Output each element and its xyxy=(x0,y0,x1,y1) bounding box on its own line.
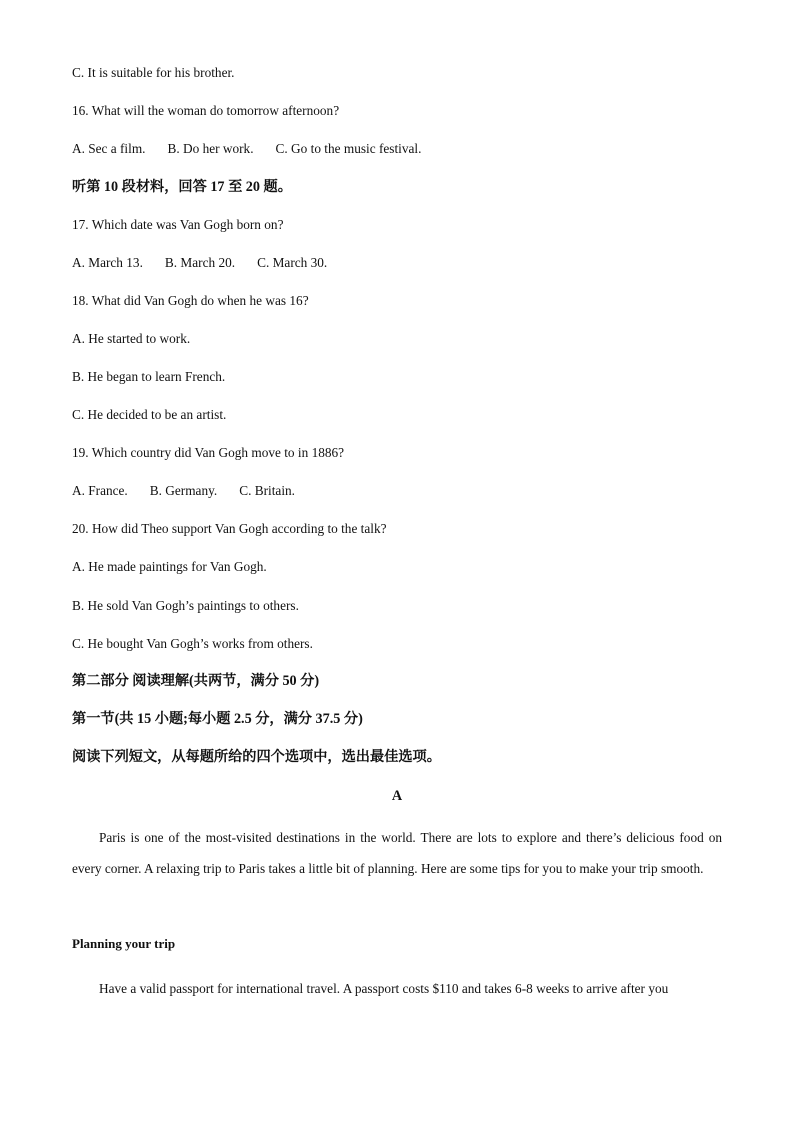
q18-option-a: A. He started to work. xyxy=(72,331,191,346)
question-17: 17. Which date was Van Gogh born on? xyxy=(72,217,284,232)
question-17-options xyxy=(72,254,327,272)
q16-option-c: C. Go to the music festival. xyxy=(275,141,422,156)
q18-option-b: B. He began to learn French. xyxy=(72,369,226,384)
subheading-planning: Planning your trip xyxy=(72,936,176,951)
section-1-heading: 第一节(共 15 小题;每小题 2.5 分，满分 37.5 分) xyxy=(72,711,363,727)
question-19: 19. Which country did Van Gogh move to in 1886? xyxy=(72,445,345,460)
q20-option-c: C. He bought Van Gogh’s works from others. xyxy=(72,636,313,651)
passage-label: A xyxy=(391,788,403,804)
q18-option-c: C. He decided to be an artist. xyxy=(72,407,227,422)
q20-option-b: B. He sold Van Gogh’s paintings to others. xyxy=(72,598,299,613)
section-10-heading: 听第 10 段材料，回答 17 至 20 题。 xyxy=(72,179,292,195)
q17-option-a: A. March 13. xyxy=(72,255,143,270)
q17-option-c: C. March 30. xyxy=(257,255,328,270)
q16-option-a: A. Sec a film. xyxy=(72,141,146,156)
q20-option-a: A. He made paintings for Van Gogh. xyxy=(72,559,267,574)
question-18: 18. What did Van Gogh do when he was 16? xyxy=(72,293,309,308)
question-19-options xyxy=(72,482,295,500)
q19-option-b: B. Germany. xyxy=(149,483,218,498)
part-2-heading: 第二部分 阅读理解(共两节，满分 50 分) xyxy=(72,673,320,689)
q15-option-c: C. It is suitable for his brother. xyxy=(72,65,235,80)
q19-option-c: C. Britain. xyxy=(239,483,295,498)
passage-paragraph-1: Paris is one of the most-visited destinations in the world. There are lots to explore and there’s delicious food on every corner. A relaxing trip to Paris takes a little bit of planning. Here are some tips for you to make your trip smooth. xyxy=(72,830,722,876)
passage-paragraph-2: Have a valid passport for international travel. A passport costs $110 and takes 6-8 weeks to arrive after you xyxy=(99,981,669,996)
question-20: 20. How did Theo support Van Gogh according to the talk? xyxy=(72,521,387,536)
question-16: 16. What will the woman do tomorrow afternoon? xyxy=(72,103,340,118)
instructions: 阅读下列短文，从每题所给的四个选项中，选出最佳选项。 xyxy=(72,749,441,765)
q16-option-b: B. Do her work. xyxy=(167,141,254,156)
q17-option-b: B. March 20. xyxy=(164,255,236,270)
question-16-options xyxy=(72,140,421,158)
q19-option-a: A. France. xyxy=(72,483,128,498)
